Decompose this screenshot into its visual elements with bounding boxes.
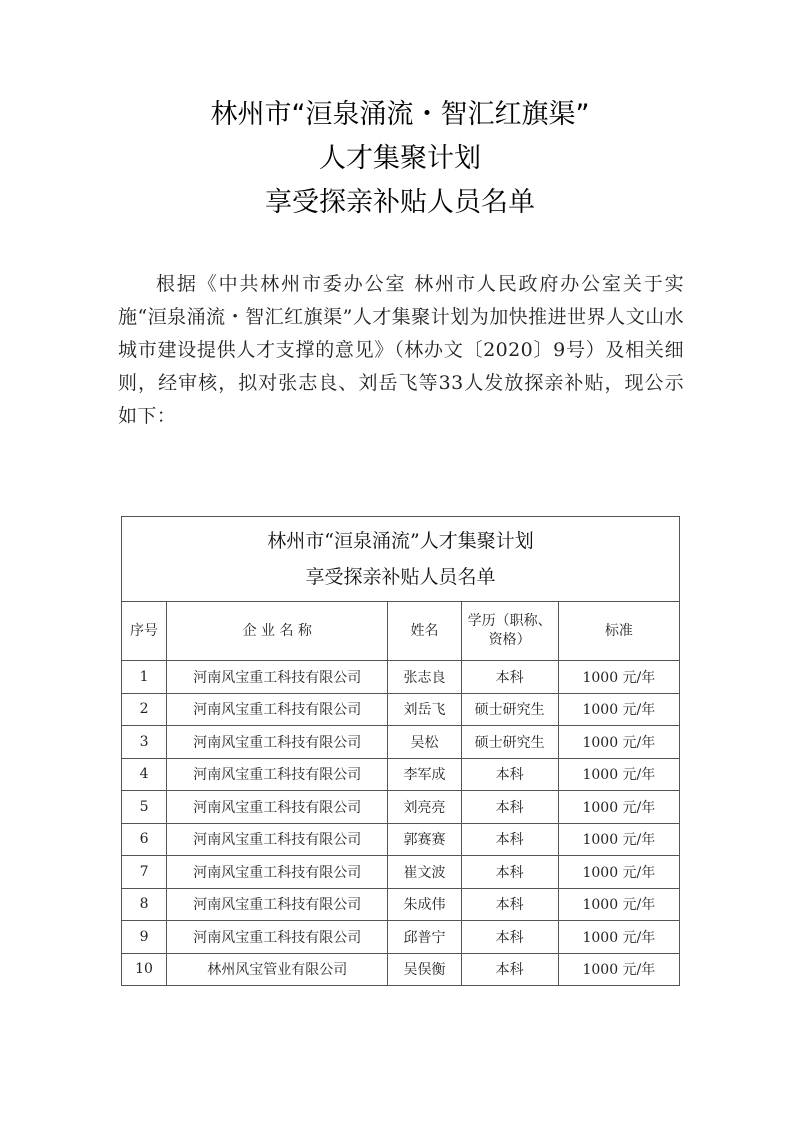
table-row — [122, 921, 680, 954]
table-row — [122, 726, 680, 759]
person-name: 刘亮亮 — [388, 791, 461, 824]
person-name: 邱普宁 — [388, 921, 461, 954]
company-name: 河南风宝重工科技有限公司 — [167, 661, 388, 694]
company-name: 河南风宝重工科技有限公司 — [167, 921, 388, 954]
row-number: 10 — [122, 953, 167, 986]
intro-paragraph: 根据《中共林州市委办公室 林州市人民政府办公室关于实施“洹泉涌流・智汇红旗渠”人才集聚计划为加快推进世界人文山水城市建设提供人才支撑的意见》（林办文〔2020〕9号）及相关细则，经审核，拟对张志良、刘岳飞等33人发放探亲补贴，现公示如下： — [118, 273, 684, 427]
company-name: 河南风宝重工科技有限公司 — [167, 693, 388, 726]
header-standard: 标准 — [558, 602, 679, 661]
table-row — [122, 693, 680, 726]
subsidy-standard: 1000 元/年 — [558, 726, 679, 759]
header-company: 企 业 名 称 — [167, 602, 388, 661]
row-number: 9 — [122, 921, 167, 954]
subsidy-standard: 1000 元/年 — [558, 921, 679, 954]
company-name: 林州风宝管业有限公司 — [167, 953, 388, 986]
person-name: 张志良 — [388, 661, 461, 694]
education: 本科 — [461, 823, 558, 856]
subsidy-standard: 1000 元/年 — [558, 856, 679, 889]
company-name: 河南风宝重工科技有限公司 — [167, 758, 388, 791]
education: 本科 — [461, 758, 558, 791]
row-number: 7 — [122, 856, 167, 889]
table-caption — [122, 517, 680, 602]
company-name: 河南风宝重工科技有限公司 — [167, 856, 388, 889]
company-name: 河南风宝重工科技有限公司 — [167, 726, 388, 759]
subsidy-standard: 1000 元/年 — [558, 758, 679, 791]
education: 本科 — [461, 661, 558, 694]
subsidy-standard: 1000 元/年 — [558, 661, 679, 694]
subsidy-standard: 1000 元/年 — [558, 693, 679, 726]
table-row — [122, 888, 680, 921]
subsidy-table — [121, 516, 680, 986]
header-no: 序号 — [122, 602, 167, 661]
table-row — [122, 791, 680, 824]
person-name: 崔文波 — [388, 856, 461, 889]
education: 本科 — [461, 888, 558, 921]
education: 本科 — [461, 791, 558, 824]
table-row — [122, 953, 680, 986]
table-row — [122, 758, 680, 791]
subsidy-standard: 1000 元/年 — [558, 888, 679, 921]
subsidy-standard: 1000 元/年 — [558, 823, 679, 856]
education: 硕士研究生 — [461, 693, 558, 726]
subsidy-standard: 1000 元/年 — [558, 953, 679, 986]
table-caption-line-1: 林州市“洹泉涌流”人才集聚计划 — [267, 530, 534, 552]
person-name: 郭赛赛 — [388, 823, 461, 856]
person-name: 吴松 — [388, 726, 461, 759]
row-number: 2 — [122, 693, 167, 726]
row-number: 6 — [122, 823, 167, 856]
title-line-2: 人才集聚计划 — [319, 143, 481, 174]
row-number: 8 — [122, 888, 167, 921]
education: 本科 — [461, 953, 558, 986]
person-name: 李军成 — [388, 758, 461, 791]
header-name: 姓名 — [388, 602, 461, 661]
table-caption-line-2: 享受探亲补贴人员名单 — [305, 566, 496, 588]
person-name: 朱成伟 — [388, 888, 461, 921]
table-row — [122, 823, 680, 856]
company-name: 河南风宝重工科技有限公司 — [167, 791, 388, 824]
education: 本科 — [461, 856, 558, 889]
title-line-3: 享受探亲补贴人员名单 — [265, 187, 535, 218]
document-title — [0, 93, 800, 225]
row-number: 3 — [122, 726, 167, 759]
title-line-1: 林州市“洹泉涌流・智汇红旗渠” — [210, 99, 590, 130]
intro-paragraph-block — [118, 268, 684, 433]
table-row — [122, 661, 680, 694]
table-row — [122, 856, 680, 889]
education: 硕士研究生 — [461, 726, 558, 759]
subsidy-standard: 1000 元/年 — [558, 791, 679, 824]
company-name: 河南风宝重工科技有限公司 — [167, 888, 388, 921]
person-name: 刘岳飞 — [388, 693, 461, 726]
education: 本科 — [461, 921, 558, 954]
row-number: 4 — [122, 758, 167, 791]
company-name: 河南风宝重工科技有限公司 — [167, 823, 388, 856]
header-education: 学历（职称、资格） — [461, 602, 558, 661]
row-number: 1 — [122, 661, 167, 694]
table-body — [122, 661, 680, 986]
row-number: 5 — [122, 791, 167, 824]
person-name: 吴俣衡 — [388, 953, 461, 986]
table-header-row — [122, 602, 680, 661]
